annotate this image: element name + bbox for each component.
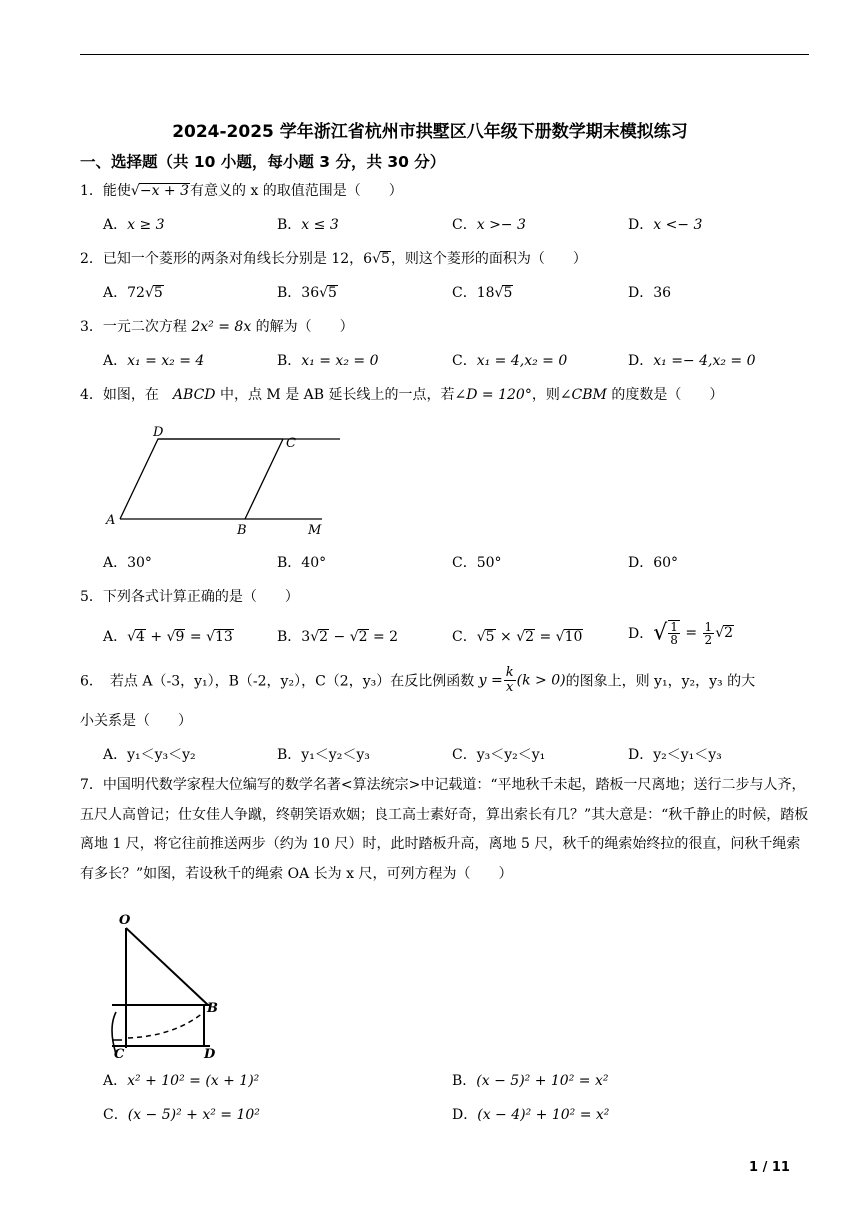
q6-option-d: D．y₂＜y₁＜y₃ bbox=[628, 747, 722, 763]
q4-option-d: D．60° bbox=[628, 555, 679, 571]
q5-option-c: C．√5 × √2 = √10 bbox=[452, 629, 583, 645]
q5-option-a: A．√4 + √9 = √13 bbox=[103, 629, 233, 645]
q1-option-d: D．x <− 3 bbox=[628, 217, 703, 233]
q7-option-a: A．x² + 10² = (x + 1)² bbox=[103, 1073, 260, 1089]
label-c: C bbox=[286, 436, 296, 451]
question-5-stem: 5．下列各式计算正确的是（ ） bbox=[80, 589, 299, 605]
q4-option-c: C．50° bbox=[452, 555, 502, 571]
question-6-stem: 6． 若点 A（-3，y₁），B（-2，y₂），C（2，y₃）在反比例函数 y = $\frac{k}{x}$ (k > 0)的图象上，则 y₁，y₂，y₃ 的大 bbox=[80, 665, 756, 695]
label-b: B bbox=[237, 523, 247, 538]
q4-option-b: B．40° bbox=[277, 555, 327, 571]
q2-option-c: C．18√5 bbox=[452, 285, 513, 301]
label-m: M bbox=[308, 523, 322, 538]
swing-figure bbox=[100, 908, 240, 1062]
section-heading: 一、选择题（共 10 小题，每小题 3 分，共 30 分） bbox=[80, 153, 446, 171]
label-c2: C bbox=[114, 1047, 125, 1062]
q3-option-c: C．x₁ = 4,x₂ = 0 bbox=[452, 353, 568, 369]
q5-option-b: B．3√2 − √2 = 2 bbox=[277, 629, 399, 645]
question-4-stem: 4．如图，在 ABCD 中，点 M 是 AB 延长线上的一点，若∠D = 120°，则∠CBM 的度数是（ ） bbox=[80, 387, 724, 403]
q3-option-a: A．x₁ = x₂ = 4 bbox=[103, 353, 205, 369]
q1-option-c: C．x >− 3 bbox=[452, 217, 526, 233]
label-a: A bbox=[106, 513, 116, 528]
q1-option-b: B．x ≤ 3 bbox=[277, 217, 339, 233]
label-d: D bbox=[153, 425, 164, 440]
q6-option-a: A．y₁＜y₃＜y₂ bbox=[103, 747, 196, 763]
q3-option-d: D．x₁ =− 4,x₂ = 0 bbox=[628, 353, 756, 369]
label-b2: B bbox=[207, 1001, 218, 1016]
q3-option-b: B．x₁ = x₂ = 0 bbox=[277, 353, 379, 369]
page-number: 1 / 11 bbox=[749, 1160, 790, 1175]
q1-option-a: A．x ≥ 3 bbox=[103, 217, 165, 233]
question-2-stem: 2．已知一个菱形的两条对角线长分别是 12，6√5，则这个菱形的面积为（ ） bbox=[80, 251, 587, 267]
label-d2: D bbox=[204, 1047, 216, 1062]
page-title: 2024-2025 学年浙江省杭州市拱墅区八年级下册数学期末模拟练习 bbox=[172, 122, 688, 142]
question-6-line2: 小关系是（ ） bbox=[80, 713, 192, 729]
q7-option-b: B．(x − 5)² + 10² = x² bbox=[452, 1073, 609, 1089]
q2-option-a: A．72√5 bbox=[103, 285, 163, 301]
question-3-stem: 3．一元二次方程 2x² = 8x 的解为（ ） bbox=[80, 319, 354, 335]
q2-option-b: B．36√5 bbox=[277, 285, 337, 301]
label-o: O bbox=[119, 913, 131, 928]
q6-option-b: B．y₁＜y₂＜y₃ bbox=[277, 747, 370, 763]
q7-option-d: D．(x − 4)² + 10² = x² bbox=[452, 1107, 610, 1123]
question-1-stem: 1．能使√−x + 3有意义的 x 的取值范围是（ ） bbox=[80, 183, 403, 199]
parallelogram-figure bbox=[100, 420, 340, 542]
q6-option-c: C．y₃＜y₂＜y₁ bbox=[452, 747, 546, 763]
q2-option-d: D．36 bbox=[628, 285, 672, 301]
question-7-stem: 7．中国明代数学家程大位编写的数学名著<算法统宗>中记载道：“平地秋千未起，踏板一尺离地；送行二步与人齐，五尺人高曾记；仕女佳人争蹴，终朝笑语欢姻；良工高士素好奇，算出索长有几？”其大意是：“秋千静止的时候，踏板离地 1 尺，将它往前推送两步（约为 10 尺）时，此时踏板升高，离地 5 尺，秋千的绳索始终拉的很直，问秋千绳索有多长？”如图，若设秋千的绳索 OA 长为 x 尺，可列方程为（ ） bbox=[80, 777, 809, 882]
header-rule bbox=[80, 54, 809, 55]
q4-option-a: A．30° bbox=[103, 555, 152, 571]
q5-option-d: D．√ $\frac{1}{8}$ = $\frac{1}{2}$ √2 bbox=[628, 619, 734, 647]
q7-option-c: C．(x − 5)² + x² = 10² bbox=[103, 1107, 260, 1123]
